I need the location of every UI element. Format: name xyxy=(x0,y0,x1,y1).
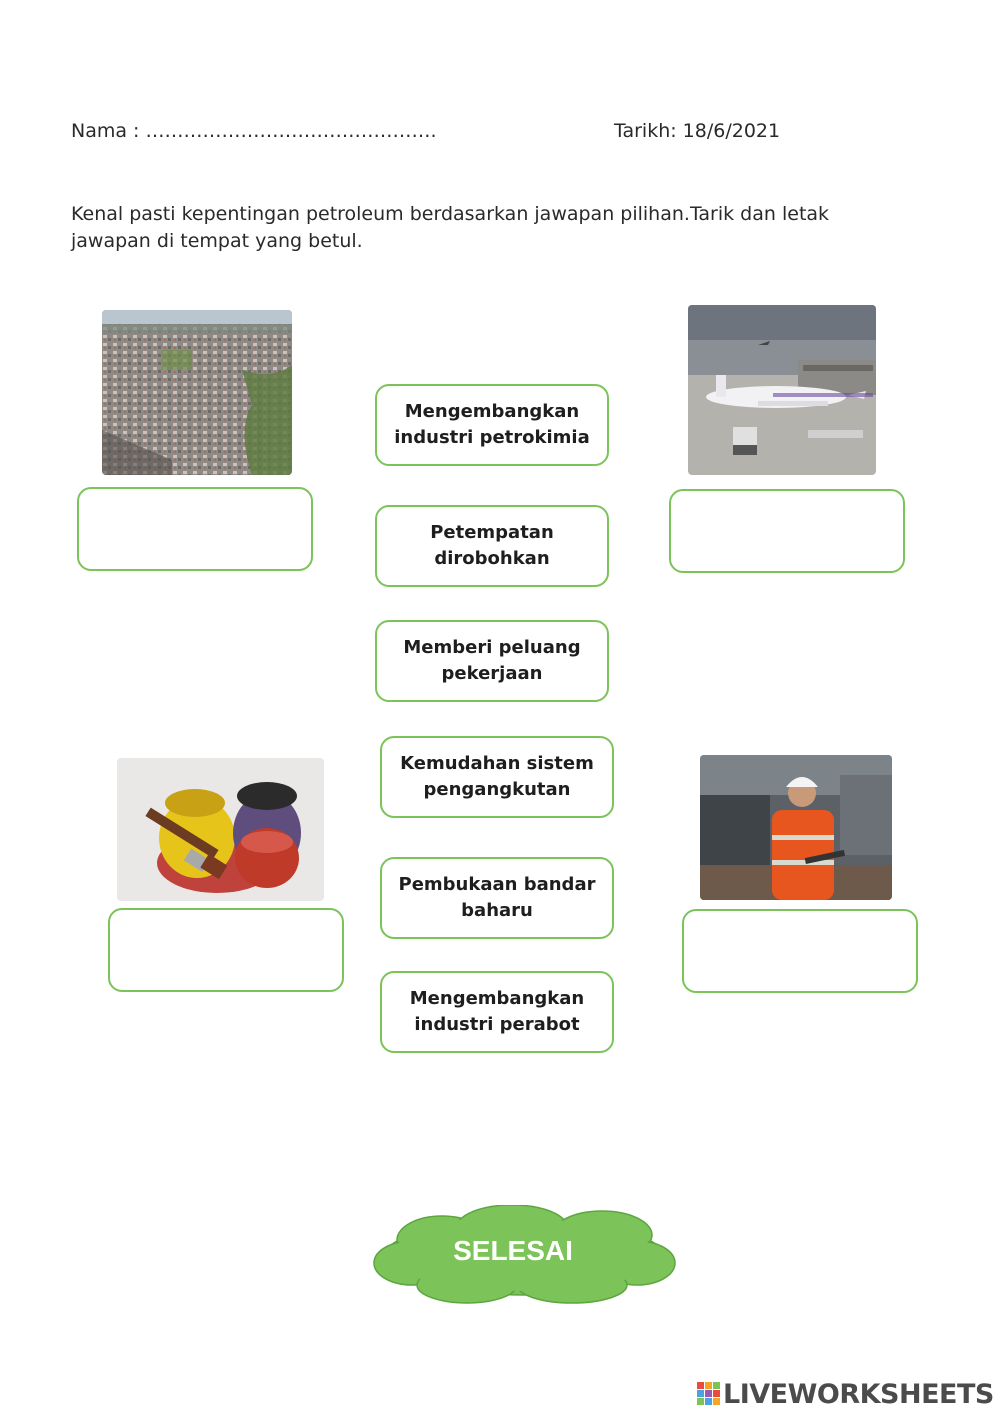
finish-button-label: SELESAI xyxy=(453,1235,573,1266)
name-field-label: Nama : ………………………………………. xyxy=(71,120,437,142)
answer-option[interactable]: Mengembangkan industri petrokimia xyxy=(375,384,609,466)
oil-worker-photo xyxy=(700,755,892,900)
aerial-city-photo xyxy=(102,310,292,475)
drop-zone-airport[interactable] xyxy=(669,489,905,573)
paint-cans-photo xyxy=(117,758,324,901)
airport-plane-photo xyxy=(688,305,876,475)
finish-button[interactable] xyxy=(372,1205,677,1305)
answer-option[interactable]: Memberi peluang pekerjaan xyxy=(375,620,609,702)
date-label: Tarikh: 18/6/2021 xyxy=(614,120,781,142)
answer-option[interactable]: Pembukaan bandar baharu xyxy=(380,857,614,939)
drop-zone-city[interactable] xyxy=(77,487,313,571)
drop-zone-paint[interactable] xyxy=(108,908,344,992)
answer-option[interactable]: Mengembangkan industri perabot xyxy=(380,971,614,1053)
brand-label: LIVEWORKSHEETS xyxy=(723,1378,994,1410)
liveworksheets-logo xyxy=(697,1378,997,1410)
answer-option[interactable]: Petempatan dirobohkan xyxy=(375,505,609,587)
drop-zone-worker[interactable] xyxy=(682,909,918,993)
liveworksheets-grid-icon xyxy=(697,1382,721,1406)
answer-option[interactable]: Kemudahan sistem pengangkutan xyxy=(380,736,614,818)
instructions-text: Kenal pasti kepentingan petroleum berdasarkan jawapan pilihan.Tarik dan letak jawapan di tempat yang betul. xyxy=(71,203,830,252)
